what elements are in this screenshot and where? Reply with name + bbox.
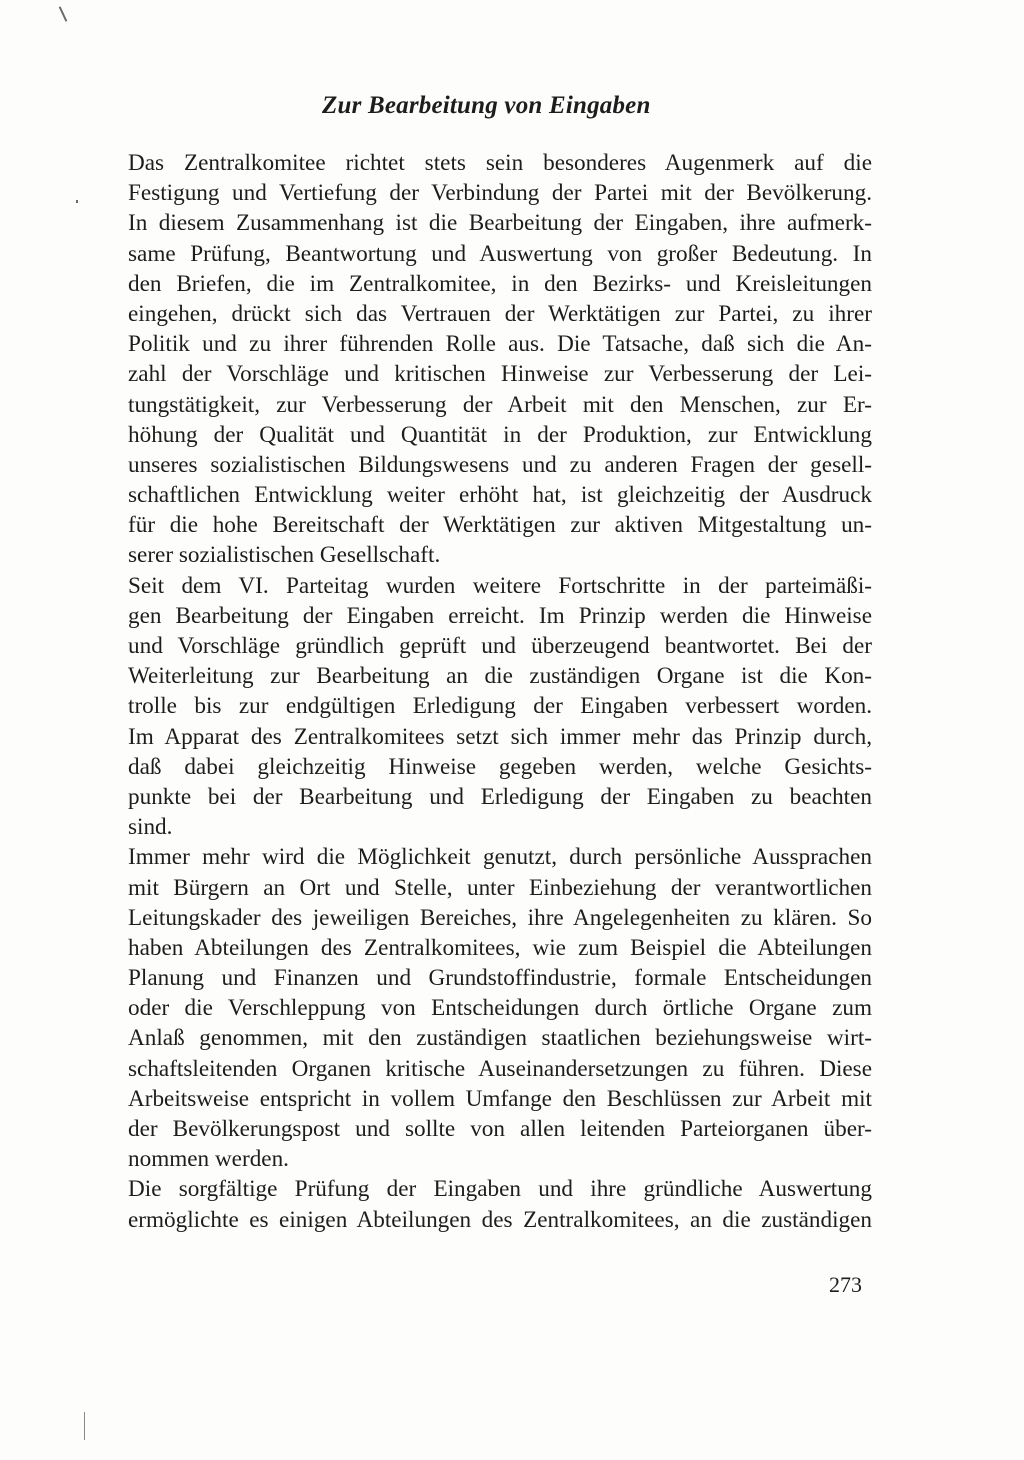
- text-line: haben Abteilungen des Zentralkomitees, wie zum Beispiel die Abteilungen: [128, 934, 872, 961]
- text-line: für die hohe Bereitschaft der Werktätigen zur aktiven Mitgestaltung un-: [128, 512, 872, 539]
- text-line: Seit dem VI. Parteitag wurden weitere Fortschritte in der parteimäßi-: [128, 572, 872, 599]
- text-line: daß dabei gleichzeitig Hinweise gegeben werden, welche Gesichts-: [128, 753, 872, 780]
- text-line: ermöglichte es einigen Abteilungen des Zentralkomitees, an die zuständigen: [128, 1206, 872, 1233]
- text-line: nommen werden.: [128, 1146, 289, 1173]
- text-line: Festigung und Vertiefung der Verbindung der Partei mit der Bevölkerung.: [128, 180, 872, 207]
- text-line: und Vorschläge gründlich geprüft und überzeugend beantwortet. Bei der: [128, 633, 872, 659]
- scan-mark-bottom-left: [84, 1412, 85, 1440]
- text-line: schaftlichen Entwicklung weiter erhöht hat, ist gleichzeitig der Ausdruck: [128, 482, 872, 509]
- text-line: oder die Verschleppung von Entscheidungen durch örtliche Organe zum: [128, 995, 872, 1022]
- text-line: höhung der Qualität und Quantität in der Produktion, zur Entwicklung: [128, 421, 872, 448]
- text-line: eingehen, drückt sich das Vertrauen der Werktätigen zur Partei, zu ihrer: [128, 300, 872, 327]
- text-line: same Prüfung, Beantwortung und Auswertung von großer Bedeutung. In: [128, 240, 872, 267]
- text-line: serer sozialistischen Gesellschaft.: [128, 542, 441, 569]
- scan-mark-top-left: [59, 6, 68, 21]
- text-line: Planung und Finanzen und Grundstoffindustrie, formale Entscheidungen: [128, 965, 872, 992]
- text-line: punkte bei der Bearbeitung und Erledigung der Eingaben zu beachten: [128, 783, 872, 810]
- text-line: den Briefen, die im Zentralkomitee, in den Bezirks- und Kreisleitungen: [128, 270, 872, 297]
- text-line: Arbeitsweise entspricht in vollem Umfange den Beschlüssen zur Arbeit mit: [128, 1085, 872, 1112]
- text-line: der Bevölkerungspost und sollte von allen leitenden Parteiorganen über-: [128, 1116, 872, 1142]
- text-line: Politik und zu ihrer führenden Rolle aus. Die Tatsache, daß sich die An-: [128, 331, 872, 358]
- text-line: zahl der Vorschläge und kritischen Hinweise zur Verbesserung der Lei-: [128, 361, 872, 388]
- body-text: [128, 148, 872, 1235]
- page-number: 273: [829, 1272, 862, 1297]
- text-line: mit Bürgern an Ort und Stelle, unter Einbeziehung der verantwortlichen: [128, 874, 872, 901]
- text-line: In diesem Zusammenhang ist die Bearbeitung der Eingaben, ihre aufmerk-: [128, 210, 872, 237]
- text-line: Leitungskader des jeweiligen Bereiches, ihre Angelegenheiten zu klären. So: [128, 904, 872, 931]
- text-line: schaftsleitenden Organen kritische Auseinandersetzungen zu führen. Diese: [128, 1055, 872, 1082]
- text-line: trolle bis zur endgültigen Erledigung der Eingaben verbessert worden.: [128, 693, 872, 720]
- text-line: Weiterleitung zur Bearbeitung an die zuständigen Organe ist die Kon-: [128, 663, 872, 690]
- scan-mark-left-margin: [76, 200, 78, 203]
- text-line: gen Bearbeitung der Eingaben erreicht. Im Prinzip werden die Hinweise: [128, 602, 872, 629]
- text-line: Im Apparat des Zentralkomitees setzt sich immer mehr das Prinzip durch,: [128, 723, 872, 750]
- text-line: sind.: [128, 814, 173, 841]
- page-title: Zur Bearbeitung von Eingaben: [322, 92, 651, 119]
- text-line: Das Zentralkomitee richtet stets sein besonderes Augenmerk auf die: [128, 150, 872, 176]
- text-line: tungstätigkeit, zur Verbesserung der Arbeit mit den Menschen, zur Er-: [128, 391, 872, 418]
- text-line: Anlaß genommen, mit den zuständigen staatlichen beziehungsweise wirt-: [128, 1025, 872, 1052]
- text-line: Die sorgfältige Prüfung der Eingaben und ihre gründliche Auswertung: [128, 1176, 872, 1203]
- text-line: Immer mehr wird die Möglichkeit genutzt, durch persönliche Aussprachen: [128, 844, 872, 871]
- text-line: unseres sozialistischen Bildungswesens und zu anderen Fragen der gesell-: [128, 451, 872, 478]
